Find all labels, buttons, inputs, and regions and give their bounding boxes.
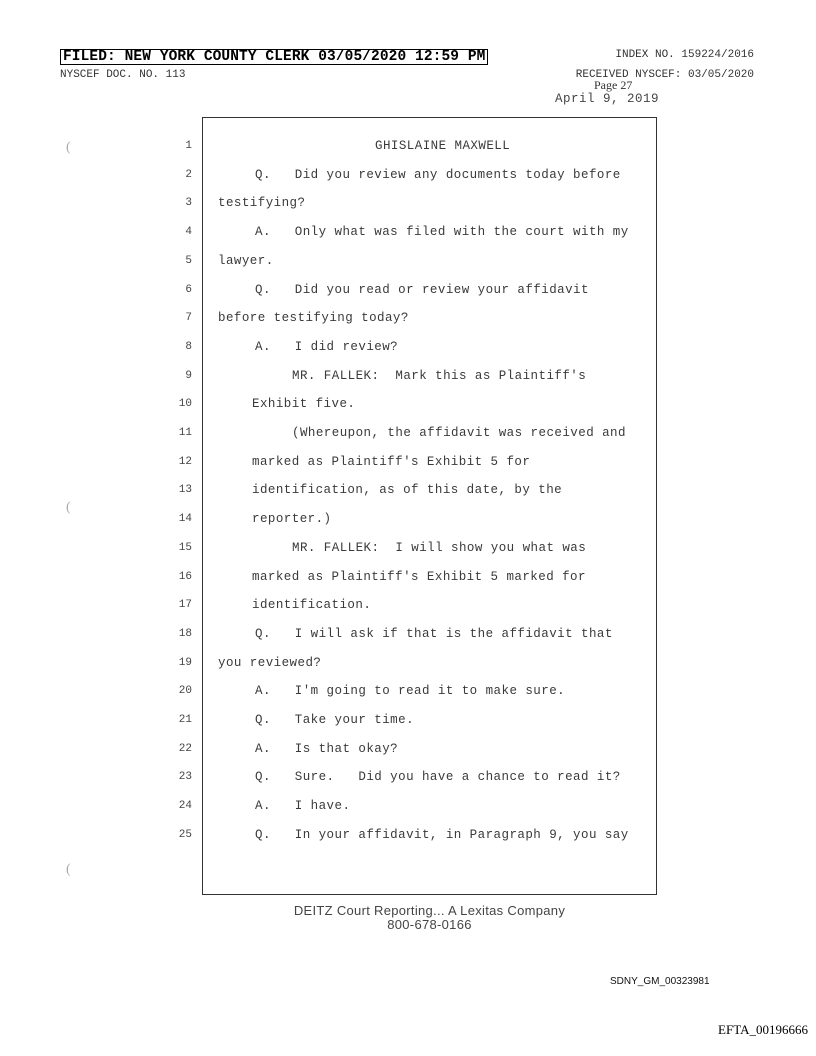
transcript-line: reporter.) <box>252 512 332 527</box>
transcript-line: A. Is that okay? <box>255 741 399 756</box>
line-number: 19 <box>178 656 192 669</box>
transcript-line: Q. Sure. Did you have a chance to read it? <box>255 770 621 785</box>
bates-number: SDNY_GM_00323981 <box>610 976 710 987</box>
reporting-phone: 800-678-0166 <box>387 917 472 932</box>
line-number: 21 <box>178 714 192 726</box>
line-number: 5 <box>185 254 192 267</box>
line-number: 8 <box>185 340 192 353</box>
line-number: 9 <box>185 369 192 382</box>
transcript-line: Q. Did you review any documents today before <box>255 167 621 182</box>
transcript-line: identification, as of this date, by the <box>252 483 563 498</box>
line-number: 23 <box>178 771 192 784</box>
transcript-line: identification. <box>252 598 372 613</box>
line-number: 1 <box>185 140 192 152</box>
margin-mark: ( <box>66 500 71 515</box>
index-number: INDEX NO. 159224/2016 <box>615 49 754 61</box>
transcript-line: A. I have. <box>255 799 351 814</box>
line-number: 16 <box>178 570 192 583</box>
transcript-line: MR. FALLEK: I will show you what was <box>292 540 587 555</box>
line-number: 20 <box>178 685 192 698</box>
line-number: 4 <box>185 226 192 239</box>
line-number: 10 <box>178 398 192 411</box>
transcript-line: Q. I will ask if that is the affidavit that <box>255 626 613 641</box>
line-number: 13 <box>178 484 192 497</box>
line-number: 6 <box>185 283 192 296</box>
filed-stamp: FILED: NEW YORK COUNTY CLERK 03/05/2020 12:59 PM <box>60 49 488 65</box>
line-number: 18 <box>178 627 192 640</box>
transcript-line: you reviewed? <box>218 655 322 670</box>
transcript-line: GHISLAINE MAXWELL <box>375 139 511 153</box>
line-number: 7 <box>185 312 192 325</box>
transcript-date: April 9, 2019 <box>555 92 660 106</box>
line-number: 11 <box>178 427 192 439</box>
transcript-line: marked as Plaintiff's Exhibit 5 for <box>252 454 531 469</box>
reporting-company: DEITZ Court Reporting... A Lexitas Company <box>293 903 566 918</box>
transcript-line: A. I did review? <box>255 339 399 354</box>
efta-number: EFTA_00196666 <box>718 1022 808 1037</box>
margin-mark: ( <box>66 862 71 877</box>
line-number: 24 <box>178 800 192 813</box>
line-number: 22 <box>178 742 192 755</box>
transcript-line: Q. In your affidavit, in Paragraph 9, you say <box>255 827 629 842</box>
transcript-line: (Whereupon, the affidavit was received and <box>292 426 626 440</box>
margin-mark: ( <box>66 140 71 155</box>
transcript-line: A. Only what was filed with the court with my <box>255 225 629 240</box>
line-number: 17 <box>178 599 192 612</box>
line-number: 12 <box>178 455 192 468</box>
transcript-line: testifying? <box>218 196 306 211</box>
line-number: 15 <box>178 541 192 554</box>
received-date: RECEIVED NYSCEF: 03/05/2020 <box>575 69 754 81</box>
nyscef-doc-number: NYSCEF DOC. NO. 113 <box>60 69 186 81</box>
line-number: 14 <box>178 513 192 526</box>
line-number: 3 <box>185 197 192 210</box>
transcript-line: lawyer. <box>218 253 274 268</box>
line-number: 2 <box>185 168 192 181</box>
transcript-line: before testifying today? <box>218 311 409 326</box>
transcript-line: A. I'm going to read it to make sure. <box>255 684 566 699</box>
reporter-footer <box>202 904 657 932</box>
page-number: Page 27 <box>594 78 633 92</box>
transcript-line: Exhibit five. <box>252 397 356 412</box>
transcript-line: Q. Take your time. <box>255 713 415 727</box>
transcript-line: MR. FALLEK: Mark this as Plaintiff's <box>292 368 587 383</box>
line-number: 25 <box>178 828 192 841</box>
transcript-line: Q. Did you read or review your affidavit <box>255 282 589 297</box>
transcript-line: marked as Plaintiff's Exhibit 5 marked for <box>252 569 586 584</box>
